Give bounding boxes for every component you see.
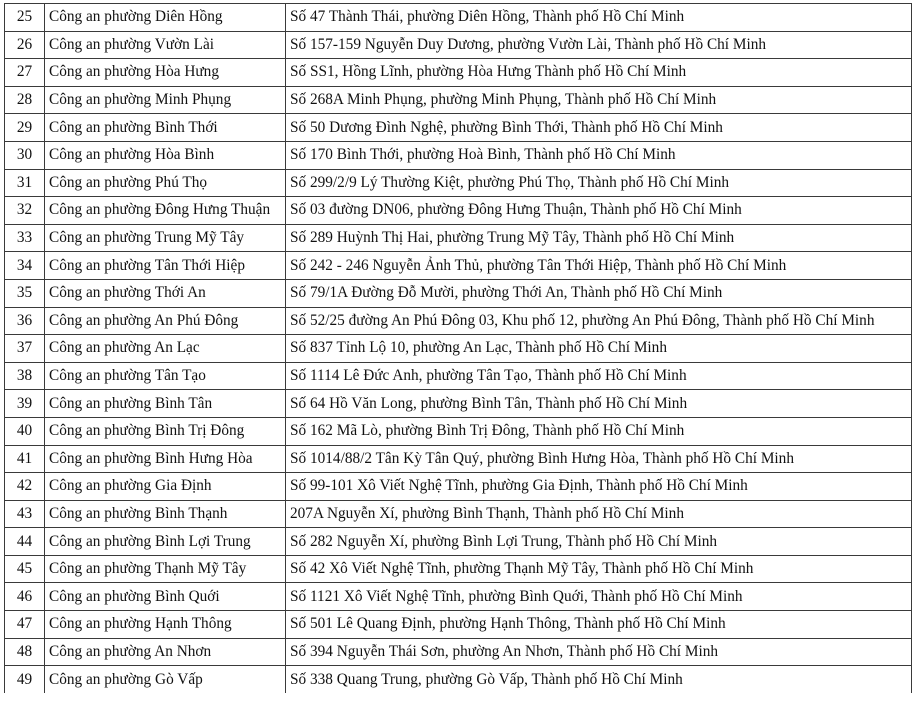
table-row <box>5 528 912 556</box>
row-number: 31 <box>5 169 45 197</box>
table-row <box>5 362 912 390</box>
station-name: Công an phường Thới An <box>45 279 286 307</box>
station-name: Công an phường Bình Hưng Hòa <box>45 445 286 473</box>
station-address: 207A Nguyễn Xí, phường Bình Thạnh, Thành phố Hồ Chí Minh <box>286 500 912 528</box>
table-row <box>5 555 912 583</box>
row-number: 43 <box>5 500 45 528</box>
row-number: 48 <box>5 638 45 666</box>
row-number: 27 <box>5 59 45 87</box>
table-row <box>5 4 912 32</box>
table-row <box>5 86 912 114</box>
station-name: Công an phường Hòa Hưng <box>45 59 286 87</box>
table-row <box>5 335 912 363</box>
row-number: 41 <box>5 445 45 473</box>
table-row <box>5 141 912 169</box>
table-row <box>5 611 912 639</box>
station-name: Công an phường Hạnh Thông <box>45 611 286 639</box>
station-address: Số 42 Xô Viết Nghệ Tĩnh, phường Thạnh Mỹ Tây, Thành phố Hồ Chí Minh <box>286 555 912 583</box>
table-row <box>5 114 912 142</box>
table-row <box>5 500 912 528</box>
station-address: Số 1121 Xô Viết Nghệ Tĩnh, phường Bình Quới, Thành phố Hồ Chí Minh <box>286 583 912 611</box>
police-stations-table <box>4 3 912 693</box>
table-row <box>5 197 912 225</box>
row-number: 39 <box>5 390 45 418</box>
table-row <box>5 169 912 197</box>
row-number: 37 <box>5 335 45 363</box>
station-address: Số 03 đường DN06, phường Đông Hưng Thuận, Thành phố Hồ Chí Minh <box>286 197 912 225</box>
table-row <box>5 638 912 666</box>
station-address: Số 299/2/9 Lý Thường Kiệt, phường Phú Thọ, Thành phố Hồ Chí Minh <box>286 169 912 197</box>
station-address: Số 1114 Lê Đức Anh, phường Tân Tạo, Thành phố Hồ Chí Minh <box>286 362 912 390</box>
row-number: 36 <box>5 307 45 335</box>
row-number: 25 <box>5 4 45 32</box>
station-name: Công an phường An Lạc <box>45 335 286 363</box>
station-name: Công an phường Gò Vấp <box>45 666 286 693</box>
station-address: Số 50 Dương Đình Nghệ, phường Bình Thới, Thành phố Hồ Chí Minh <box>286 114 912 142</box>
station-name: Công an phường Phú Thọ <box>45 169 286 197</box>
row-number: 32 <box>5 197 45 225</box>
table-row <box>5 224 912 252</box>
row-number: 26 <box>5 31 45 59</box>
row-number: 47 <box>5 611 45 639</box>
station-address: Số 268A Minh Phụng, phường Minh Phụng, Thành phố Hồ Chí Minh <box>286 86 912 114</box>
station-name: Công an phường Minh Phụng <box>45 86 286 114</box>
station-name: Công an phường Tân Tạo <box>45 362 286 390</box>
table-row <box>5 666 912 693</box>
station-name: Công an phường Tân Thới Hiệp <box>45 252 286 280</box>
table-row <box>5 279 912 307</box>
row-number: 38 <box>5 362 45 390</box>
station-name: Công an phường Bình Quới <box>45 583 286 611</box>
row-number: 28 <box>5 86 45 114</box>
document-page <box>4 3 912 708</box>
row-number: 44 <box>5 528 45 556</box>
table-body <box>5 4 912 693</box>
row-number: 49 <box>5 666 45 693</box>
station-address: Số 64 Hồ Văn Long, phường Bình Tân, Thành phố Hồ Chí Minh <box>286 390 912 418</box>
station-address: Số SS1, Hồng Lĩnh, phường Hòa Hưng Thành phố Hồ Chí Minh <box>286 59 912 87</box>
table-row <box>5 473 912 501</box>
station-name: Công an phường Gia Định <box>45 473 286 501</box>
station-address: Số 242 - 246 Nguyễn Ảnh Thủ, phường Tân Thới Hiệp, Thành phố Hồ Chí Minh <box>286 252 912 280</box>
station-name: Công an phường An Nhơn <box>45 638 286 666</box>
table-row <box>5 417 912 445</box>
table-row <box>5 390 912 418</box>
row-number: 40 <box>5 417 45 445</box>
row-number: 45 <box>5 555 45 583</box>
table-row <box>5 59 912 87</box>
row-number: 29 <box>5 114 45 142</box>
table-row <box>5 252 912 280</box>
station-address: Số 837 Tỉnh Lộ 10, phường An Lạc, Thành phố Hồ Chí Minh <box>286 335 912 363</box>
station-name: Công an phường Đông Hưng Thuận <box>45 197 286 225</box>
station-address: Số 47 Thành Thái, phường Diên Hồng, Thành phố Hồ Chí Minh <box>286 4 912 32</box>
station-address: Số 282 Nguyễn Xí, phường Bình Lợi Trung, Thành phố Hồ Chí Minh <box>286 528 912 556</box>
row-number: 30 <box>5 141 45 169</box>
row-number: 34 <box>5 252 45 280</box>
table-row <box>5 307 912 335</box>
station-address: Số 501 Lê Quang Định, phường Hạnh Thông, Thành phố Hồ Chí Minh <box>286 611 912 639</box>
row-number: 42 <box>5 473 45 501</box>
station-address: Số 170 Bình Thới, phường Hoà Bình, Thành phố Hồ Chí Minh <box>286 141 912 169</box>
station-name: Công an phường Trung Mỹ Tây <box>45 224 286 252</box>
station-address: Số 289 Huỳnh Thị Hai, phường Trung Mỹ Tây, Thành phố Hồ Chí Minh <box>286 224 912 252</box>
station-name: Công an phường Bình Lợi Trung <box>45 528 286 556</box>
station-address: Số 394 Nguyễn Thái Sơn, phường An Nhơn, Thành phố Hồ Chí Minh <box>286 638 912 666</box>
station-address: Số 79/1A Đường Đỗ Mười, phường Thới An, Thành phố Hồ Chí Minh <box>286 279 912 307</box>
station-address: Số 157-159 Nguyễn Duy Dương, phường Vườn Lài, Thành phố Hồ Chí Minh <box>286 31 912 59</box>
station-address: Số 338 Quang Trung, phường Gò Vấp, Thành phố Hồ Chí Minh <box>286 666 912 693</box>
station-name: Công an phường Bình Thới <box>45 114 286 142</box>
row-number: 33 <box>5 224 45 252</box>
row-number: 46 <box>5 583 45 611</box>
station-name: Công an phường Hòa Bình <box>45 141 286 169</box>
station-address: Số 99-101 Xô Viết Nghệ Tĩnh, phường Gia Định, Thành phố Hồ Chí Minh <box>286 473 912 501</box>
table-row <box>5 445 912 473</box>
station-name: Công an phường Bình Tân <box>45 390 286 418</box>
station-name: Công an phường Vườn Lài <box>45 31 286 59</box>
station-name: Công an phường Diên Hồng <box>45 4 286 32</box>
row-number: 35 <box>5 279 45 307</box>
station-address: Số 1014/88/2 Tân Kỳ Tân Quý, phường Bình Hưng Hòa, Thành phố Hồ Chí Minh <box>286 445 912 473</box>
station-name: Công an phường Bình Thạnh <box>45 500 286 528</box>
station-name: Công an phường An Phú Đông <box>45 307 286 335</box>
station-address: Số 162 Mã Lò, phường Bình Trị Đông, Thành phố Hồ Chí Minh <box>286 417 912 445</box>
station-name: Công an phường Thạnh Mỹ Tây <box>45 555 286 583</box>
station-name: Công an phường Bình Trị Đông <box>45 417 286 445</box>
table-row <box>5 31 912 59</box>
table-row <box>5 583 912 611</box>
station-address: Số 52/25 đường An Phú Đông 03, Khu phố 12, phường An Phú Đông, Thành phố Hồ Chí Minh <box>286 307 912 335</box>
